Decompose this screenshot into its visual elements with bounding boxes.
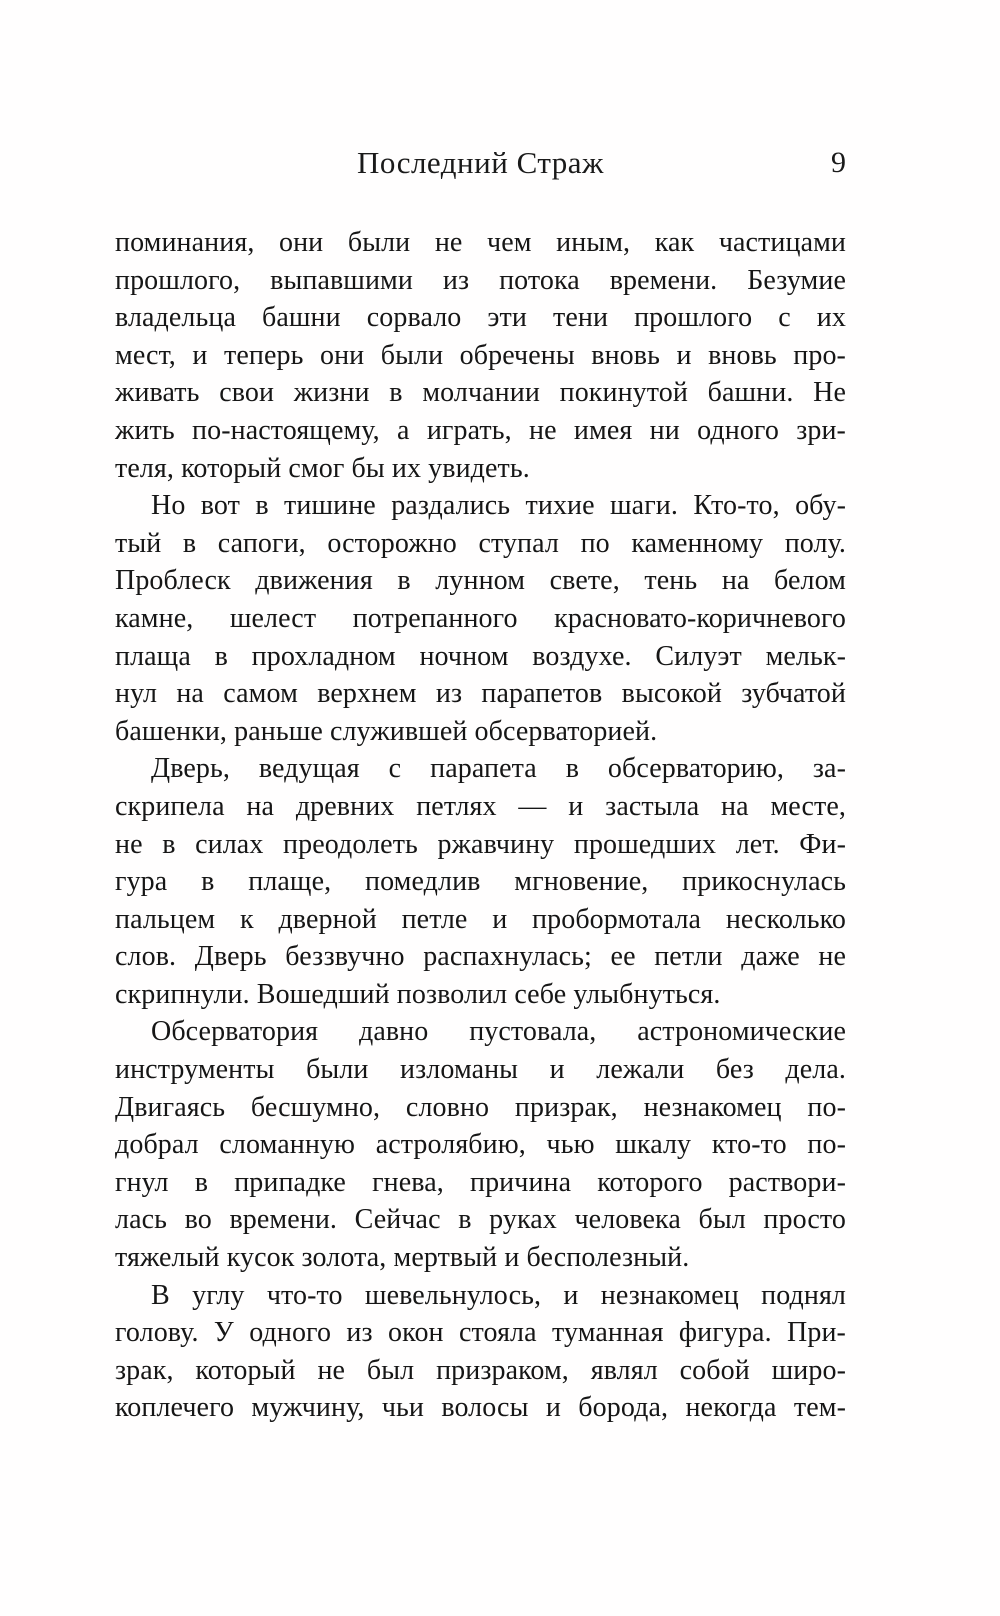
text-line: владельца башни сорвало эти тени прошлого с их: [115, 302, 846, 334]
text-line: Проблеск движения в лунном свете, тень на белом: [115, 565, 846, 597]
text-line: башенки, раньше служившей обсерваторией.: [115, 715, 658, 747]
text-line: поминания, они были не чем иным, как частицами: [115, 227, 846, 258]
running-title: Последний Страж: [357, 145, 604, 180]
page-number: 9: [831, 146, 846, 179]
page-body: [115, 224, 846, 1427]
text-line: гнул в припадке гнева, причина которого раствори-: [115, 1166, 846, 1198]
text-line: лась во времени. Сейчас в руках человека был просто: [115, 1204, 846, 1236]
text-line: инструменты были изломаны и лежали без дела.: [115, 1054, 846, 1086]
text-line: В углу что-то шевельнулось, и незнакомец поднял: [151, 1279, 846, 1311]
text-line: добрал сломанную астролябию, чью шкалу кто-то по-: [115, 1129, 846, 1161]
text-line: Но вот в тишине раздались тихие шаги. Кто-то, обу-: [151, 490, 846, 522]
text-line: нул на самом верхнем из парапетов высокой зубчатой: [115, 678, 846, 710]
text-line: гура в плаще, помедлив мгновение, прикоснулась: [115, 866, 846, 898]
page-header: [115, 143, 846, 183]
text-line: зрак, который не был призраком, являл собой широ-: [115, 1354, 846, 1386]
text-line: скрипела на древних петлях — и застыла на месте,: [115, 790, 846, 822]
text-line: камне, шелест потрепанного красновато-коричневого: [115, 602, 846, 634]
text-line: не в силах преодолеть ржавчину прошедших лет. Фи-: [115, 828, 846, 860]
text-line: Двигаясь бесшумно, словно призрак, незнакомец по-: [115, 1091, 846, 1123]
text-line: голову. У одного из окон стояла туманная фигура. При-: [115, 1317, 846, 1349]
text-line: теля, который смог бы их увидеть.: [115, 452, 530, 484]
text-line: прошлого, выпавшими из потока времени. Безумие: [115, 264, 846, 296]
text-line: живать свои жизни в молчании покинутой башни. Не: [115, 377, 846, 409]
text-line: тый в сапоги, осторожно ступал по каменному полу.: [115, 527, 846, 559]
text-line: Дверь, ведущая с парапета в обсерваторию, за-: [151, 753, 846, 785]
text-line: тяжелый кусок золота, мертвый и бесполезный.: [115, 1242, 690, 1274]
text-line: пальцем к дверной петле и пробормотала несколько: [115, 903, 846, 935]
text-line: коплечего мужчину, чьи волосы и борода, некогда тем-: [115, 1392, 846, 1424]
text-line: слов. Дверь беззвучно распахнулась; ее петли даже не: [115, 941, 846, 973]
text-line: Обсерватория давно пустовала, астрономические: [151, 1016, 846, 1048]
text-line: мест, и теперь они были обречены вновь и вновь про-: [115, 339, 846, 371]
text-line: жить по-настоящему, а играть, не имея ни одного зри-: [115, 414, 846, 446]
text-line: скрипнули. Вошедший позволил себе улыбнуться.: [115, 978, 721, 1010]
text-line: плаща в прохладном ночном воздухе. Силуэт мельк-: [115, 640, 846, 672]
